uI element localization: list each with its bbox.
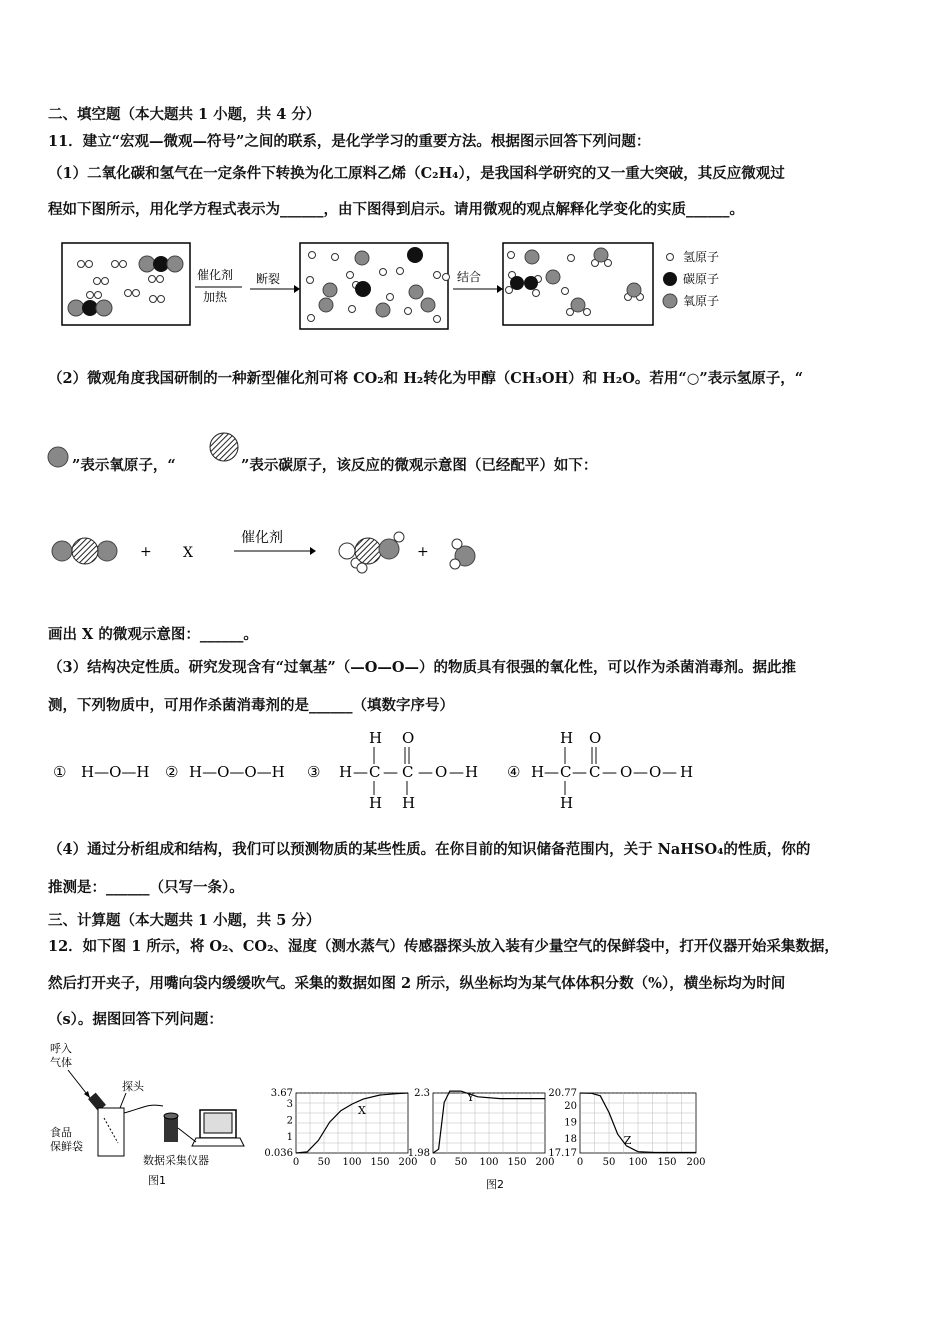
svg-text:H: H: [680, 763, 694, 781]
x-tick-X: 0: [292, 1157, 300, 1168]
x-tick-Y: 150: [507, 1157, 527, 1168]
plus-sign-2: +: [417, 544, 429, 560]
oxygen-atom-symbol-icon: [47, 446, 69, 468]
q11-part3-a: （3）结构决定性质。研究发现含有“过氧基”（—O—O—）的物质具有很强的氧化性，可以作为杀菌消毒剂。据此推: [48, 659, 797, 676]
x-tick-Z: 150: [657, 1157, 677, 1168]
q11-part4-b: 推测是：______（只写一条）。: [48, 879, 244, 896]
bag-label-2: 保鲜袋: [50, 1140, 83, 1153]
option-1-formula: H—O—H: [81, 763, 150, 781]
q11-part3-b: 测，下列物质中，可用作杀菌消毒剂的是______（填数字序号）: [48, 697, 454, 714]
y-tick-X: 2: [286, 1115, 293, 1127]
x-tick-Z: 0: [576, 1157, 584, 1168]
svg-text:—: —: [449, 763, 464, 781]
y-tick-X: 3: [286, 1099, 293, 1111]
svg-text:O: O: [649, 763, 662, 781]
figure-1-caption: 图1: [148, 1174, 166, 1187]
catalyst-label: 催化剂: [197, 268, 234, 282]
svg-text:C: C: [589, 763, 601, 781]
svg-text:O: O: [402, 729, 415, 747]
y-tick-Z: 18: [564, 1134, 577, 1146]
svg-text:H: H: [369, 729, 383, 747]
q11-part2-a: （2）微观角度我国研制的一种新型催化剂可将 CO₂和 H₂转化为甲醇（CH₃OH）和 H₂O。若用“○”表示氢原子，“: [48, 370, 804, 387]
x-tick-X: 200: [398, 1157, 418, 1168]
x-tick-Z: 200: [686, 1157, 706, 1168]
x-tick-X: 50: [317, 1157, 331, 1168]
x-tick-Z: 50: [602, 1157, 616, 1168]
figure-2-caption: 图2: [486, 1178, 504, 1191]
series-label-Z: Z: [623, 1134, 632, 1148]
y-tick-X: 1: [286, 1132, 293, 1144]
series-label-X: X: [358, 1104, 366, 1118]
x-tick-Y: 200: [535, 1157, 555, 1168]
q11-part1-a: （1）二氧化碳和氢气在一定条件下转换为化工原料乙烯（C₂H₄），是我国科学研究的又一重大突破，其反应微观过: [48, 165, 785, 182]
svg-text:C: C: [369, 763, 381, 781]
device-label: 数据采集仪器: [143, 1154, 209, 1167]
section-heading-3: 三、计算题（本大题共 1 小题，共 5 分）: [48, 912, 321, 929]
svg-text:—: —: [662, 763, 677, 781]
svg-text:—: —: [602, 763, 617, 781]
x-tick-Y: 0: [429, 1157, 437, 1168]
apparatus-figure: [48, 1038, 258, 1198]
legend-carbon: 碳原子: [683, 272, 720, 286]
option-4-structure: [531, 729, 693, 812]
svg-text:H: H: [531, 763, 545, 781]
svg-text:C: C: [560, 763, 572, 781]
svg-text:—: —: [353, 763, 368, 781]
q11-intro: 11．建立“宏观—微观—符号”之间的联系，是化学学习的重要方法。根据图示回答下列问题：: [48, 133, 651, 150]
svg-text:C: C: [402, 763, 414, 781]
svg-text:—: —: [544, 763, 559, 781]
option-1-number: ①: [53, 763, 67, 781]
catalyst-label-2: 催化剂: [241, 530, 283, 546]
y-tick-Z: 19: [564, 1117, 577, 1129]
reaction-process-figure: [60, 235, 760, 335]
option-2-number: ②: [165, 763, 179, 781]
svg-text:H: H: [560, 794, 574, 812]
q12-b: 然后打开夹子，用嘴向袋内缓缓吹气。采集的数据如图 2 所示，纵坐标均为某气体体积分数（%），横坐标均为时间: [48, 975, 786, 992]
legend-hydrogen: 氢原子: [683, 250, 720, 264]
y-tick-Y: 1.98: [407, 1148, 430, 1159]
option-2-formula: H—O—O—H: [189, 763, 285, 781]
y-tick-Z: 17.17: [548, 1148, 577, 1159]
svg-text:H: H: [465, 763, 479, 781]
y-tick-X: 3.67: [270, 1088, 293, 1099]
section-heading: 二、填空题（本大题共 1 小题，共 4 分）: [48, 106, 321, 123]
svg-text:H: H: [339, 763, 353, 781]
svg-text:O: O: [620, 763, 633, 781]
svg-text:H: H: [402, 794, 416, 812]
sensor-charts: [264, 1088, 718, 1193]
reaction-equation-figure: [48, 520, 498, 580]
option-4-number: ④: [507, 763, 521, 781]
svg-text:H: H: [369, 794, 383, 812]
q11-part1-b: 程如下图所示，用化学方程式表示为______，由下图得到启示。请用微观的观点解释化学变化的实质______。: [48, 201, 744, 218]
x-tick-Y: 50: [454, 1157, 468, 1168]
x-tick-X: 150: [370, 1157, 390, 1168]
x-tick-Z: 100: [628, 1157, 648, 1168]
svg-text:—: —: [383, 763, 398, 781]
y-tick-Z: 20.77: [548, 1088, 577, 1099]
x-label: X: [183, 545, 193, 561]
plus-sign-1: +: [140, 544, 152, 560]
y-tick-Z: 20: [564, 1100, 577, 1112]
probe-label: 探头: [122, 1080, 144, 1093]
svg-text:—: —: [418, 763, 433, 781]
legend-oxygen: 氧原子: [683, 294, 720, 308]
option-3-structure: [339, 729, 478, 812]
svg-text:—: —: [633, 763, 648, 781]
svg-text:H: H: [560, 729, 574, 747]
break-label: 断裂: [256, 272, 281, 286]
x-tick-X: 100: [342, 1157, 362, 1168]
svg-text:O: O: [589, 729, 602, 747]
breath-label-2: 气体: [50, 1056, 72, 1069]
y-tick-Y: 2.3: [414, 1088, 430, 1099]
bag-label-1: 食品: [50, 1126, 72, 1139]
q11-part2-c: ”表示碳原子，该反应的微观示意图（已经配平）如下：: [241, 457, 598, 474]
series-label-Y: Y: [467, 1091, 475, 1105]
option-3-number: ③: [307, 763, 321, 781]
svg-text:O: O: [435, 763, 448, 781]
q12-a: 12．如下图 1 所示，将 O₂、CO₂、湿度（测水蒸气）传感器探头放入装有少量空气的保鲜袋中，打开仪器开始采集数据，: [48, 938, 839, 955]
q11-part2-b: ”表示氧原子，“: [72, 457, 176, 474]
combine-label: 结合: [457, 270, 482, 284]
carbon-atom-symbol-icon: [208, 431, 240, 463]
y-tick-X: 0.036: [264, 1148, 293, 1159]
q12-c: （s）。据图回答下列问题：: [48, 1011, 223, 1028]
svg-text:—: —: [572, 763, 587, 781]
x-tick-Y: 100: [479, 1157, 499, 1168]
q11-part2-d: 画出 X 的微观示意图：______。: [48, 626, 258, 643]
q11-part4-a: （4）通过分析组成和结构，我们可以预测物质的某些性质。在你目前的知识储备范围内，关于 NaHSO₄的性质，你的: [48, 841, 811, 858]
heat-label: 加热: [203, 290, 228, 304]
structure-options: [48, 725, 748, 815]
breath-label-1: 呼入: [50, 1042, 72, 1055]
